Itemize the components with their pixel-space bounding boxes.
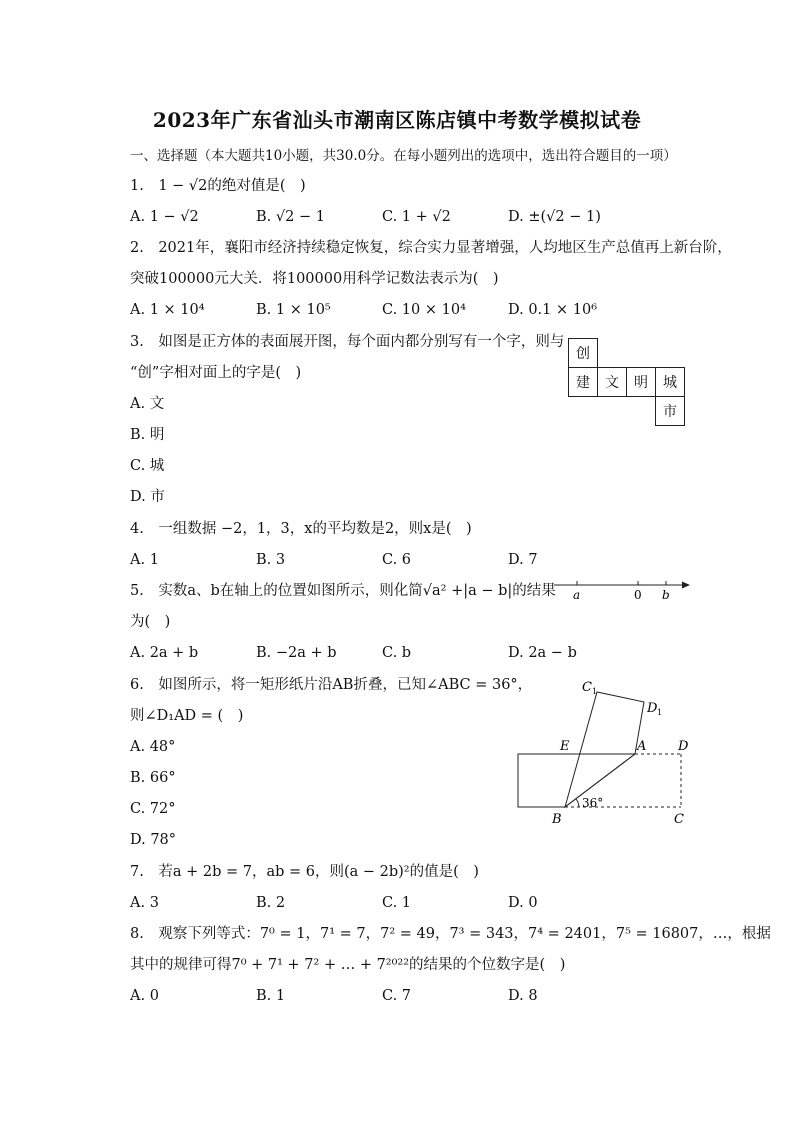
question-3-stem-line2: “创”字相对面上的字是( ) <box>130 365 302 381</box>
page-title: 2023年广东省汕头市潮南区陈店镇中考数学模拟试卷 <box>152 108 642 132</box>
fold-figure <box>510 675 710 830</box>
q5-option-a: A. 2a + b <box>130 645 199 661</box>
label-b: B <box>552 812 562 827</box>
q5-option-b: B. −2a + b <box>256 645 337 661</box>
label-c1-sub: 1 <box>592 687 598 696</box>
q6-option-c: C. 72° <box>130 801 176 817</box>
q2-option-c: C. 10 × 10⁴ <box>382 302 466 318</box>
cube-face-shi: 市 <box>655 396 685 426</box>
question-7-stem: 7. 若a + 2b = 7，ab = 6，则(a − 2b)²的值是( ) <box>130 864 479 880</box>
q4-option-c: C. 6 <box>382 552 412 568</box>
q3-option-b: B. 明 <box>130 427 165 443</box>
label-d1: D <box>647 701 658 716</box>
angle-arc <box>576 799 579 807</box>
q2-option-d: D. 0.1 × 10⁶ <box>508 302 598 318</box>
label-d1-sub: 1 <box>657 708 663 717</box>
q8-option-d: D. 8 <box>508 988 538 1004</box>
q7-option-a: A. 3 <box>130 895 159 911</box>
label-b: b <box>662 588 670 602</box>
question-4-stem: 4. 一组数据 −2，1，3，x的平均数是2，则x是( ) <box>130 521 472 537</box>
q4-option-a: A. 1 <box>130 552 159 568</box>
q6-option-d: D. 78° <box>130 832 177 848</box>
section-heading: 一、选择题（本大题共10小题，共30.0分。在每小题列出的选项中，选出符合题目的一项） <box>130 148 677 164</box>
label-d: D <box>678 739 689 754</box>
q3-option-c: C. 城 <box>130 458 165 474</box>
label-zero: 0 <box>634 588 642 602</box>
number-line-arrow-icon <box>682 582 690 589</box>
q2-option-b: B. 1 × 10⁵ <box>256 302 331 318</box>
q8-option-b: B. 1 <box>256 988 286 1004</box>
q4-option-b: B. 3 <box>256 552 286 568</box>
q7-option-c: C. 1 <box>382 895 412 911</box>
question-6-stem-line2: 则∠D₁AD = ( ) <box>130 708 244 724</box>
q1-option-b: B. √2 − 1 <box>256 209 325 225</box>
number-line-figure <box>550 575 695 605</box>
q3-option-d: D. 市 <box>130 489 165 505</box>
q1-option-a: A. 1 − √2 <box>130 209 199 225</box>
question-3-stem-line1: 3. 如图是正方体的表面展开图，每个面内都分别写有一个字，则与 <box>130 334 565 350</box>
q2-option-a: A. 1 × 10⁴ <box>130 302 205 318</box>
question-5-stem-line2: 为( ) <box>130 614 171 630</box>
q6-option-b: B. 66° <box>130 770 176 786</box>
question-5-stem-line1: 5. 实数a、b在轴上的位置如图所示，则化简√a² +|a − b|的结果 <box>130 583 556 599</box>
q5-option-c: C. b <box>382 645 412 661</box>
question-2-stem-line1: 2. 2021年，襄阳市经济持续稳定恢复，综合实力显著增强，人均地区生产总值再上新台阶， <box>130 240 732 256</box>
question-1-stem: 1. 1 − √2的绝对值是( ) <box>130 178 306 194</box>
q5-option-d: D. 2a − b <box>508 645 577 661</box>
q4-option-d: D. 7 <box>508 552 538 568</box>
cube-face-ming: 明 <box>626 367 656 397</box>
cube-face-chuang: 创 <box>568 338 598 368</box>
angle-label: 36° <box>582 796 604 810</box>
q8-option-a: A. 0 <box>130 988 159 1004</box>
q7-option-d: D. 0 <box>508 895 538 911</box>
folded-piece <box>565 692 647 807</box>
cube-face-wen: 文 <box>597 367 627 397</box>
cube-face-jian: 建 <box>568 367 598 397</box>
label-c1: C <box>582 680 592 695</box>
q7-option-b: B. 2 <box>256 895 286 911</box>
label-a: A <box>637 739 647 754</box>
label-a: a <box>573 588 581 602</box>
q1-option-d: D. ±(√2 − 1) <box>508 209 601 225</box>
cube-face-cheng: 城 <box>655 367 685 397</box>
label-c: C <box>674 812 684 827</box>
question-2-stem-line2: 突破100000元大关．将100000用科学记数法表示为( ) <box>130 271 499 287</box>
q6-option-a: A. 48° <box>130 739 176 755</box>
question-6-stem-line1: 6. 如图所示，将一矩形纸片沿AB折叠，已知∠ABC = 36°， <box>130 677 533 693</box>
rect-left-part <box>518 754 567 807</box>
label-e: E <box>560 739 570 754</box>
q8-option-c: C. 7 <box>382 988 412 1004</box>
q3-option-a: A. 文 <box>130 396 165 412</box>
question-8-stem-line1: 8. 观察下列等式：7⁰ = 1，7¹ = 7，7² = 49，7³ = 343，7⁴ = 2401，7⁵ = 16807，…，根据 <box>130 926 771 942</box>
question-8-stem-line2: 其中的规律可得7⁰ + 7¹ + 7² + … + 7²⁰²²的结果的个位数字是( ) <box>130 957 566 973</box>
q1-option-c: C. 1 + √2 <box>382 209 451 225</box>
